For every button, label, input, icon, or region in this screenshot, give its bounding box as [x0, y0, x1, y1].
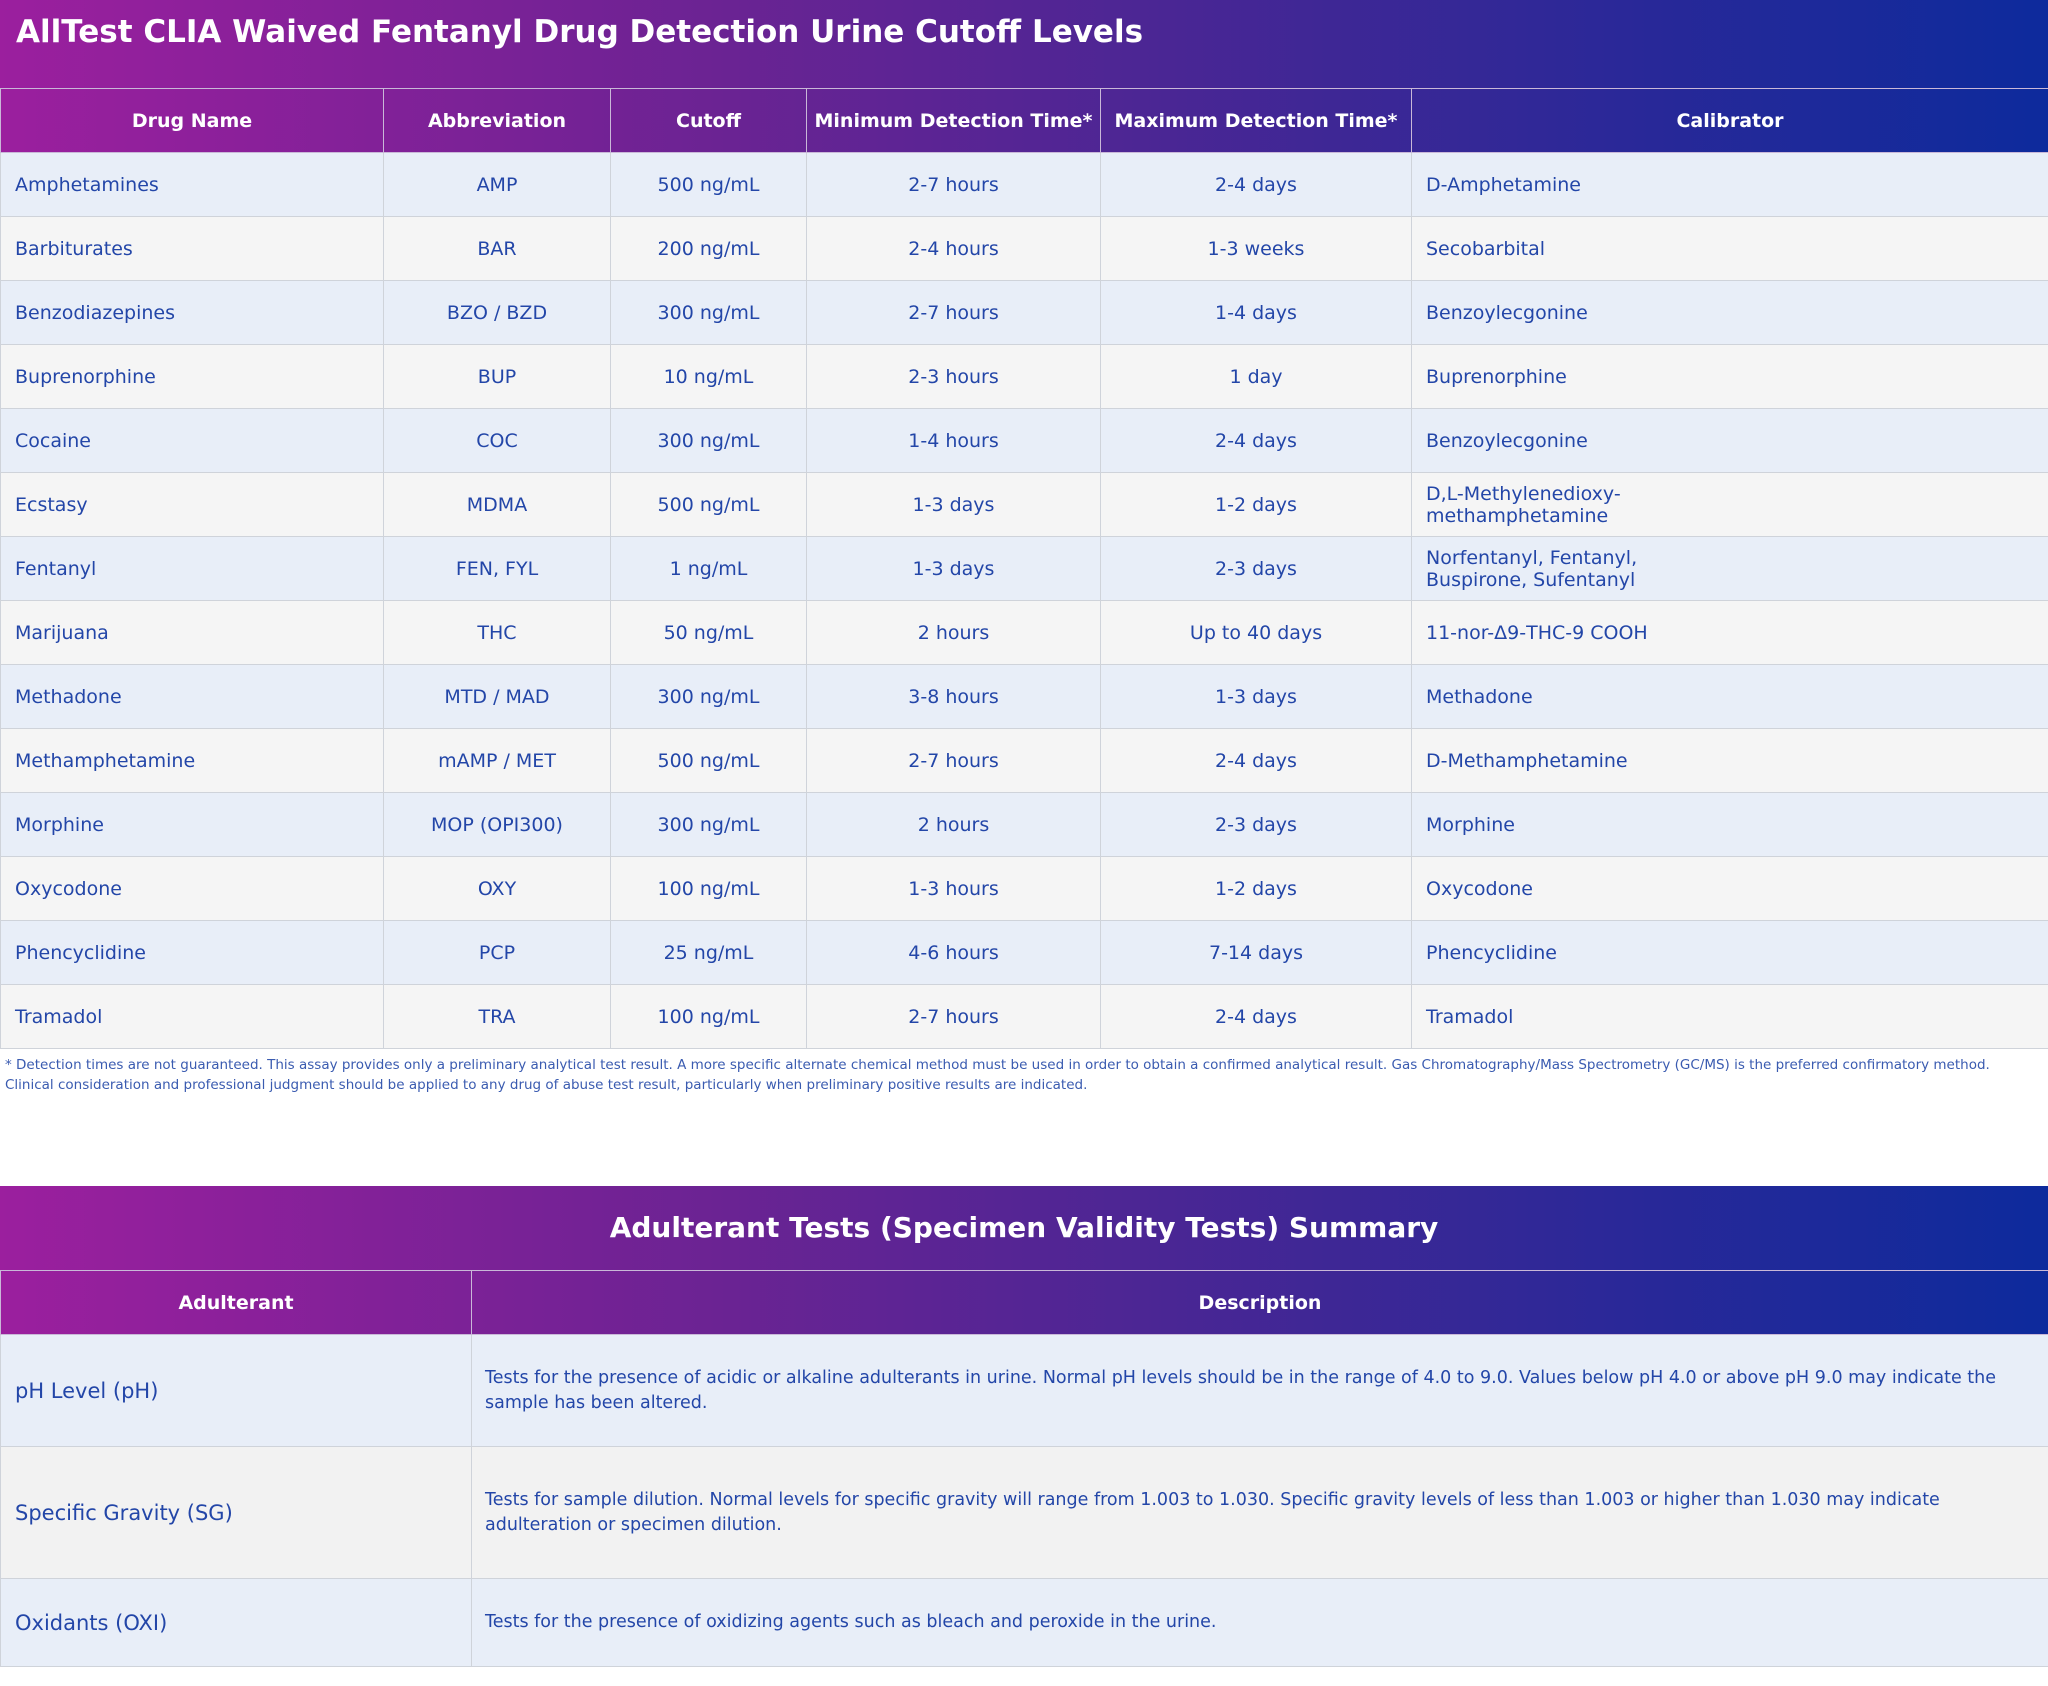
- min-detection-cell: 2-3 hours: [807, 345, 1101, 409]
- min-detection-cell: 3-8 hours: [807, 665, 1101, 729]
- table-row: [1, 601, 2048, 665]
- drug-name-cell: Oxycodone: [1, 857, 384, 921]
- cutoff-cell: 100 ng/mL: [611, 985, 807, 1049]
- column-header-max-detection: Maximum Detection Time*: [1101, 89, 1412, 153]
- min-detection-cell: 2-7 hours: [807, 153, 1101, 217]
- calibrator-cell: Methadone: [1412, 665, 2048, 729]
- calibrator-cell: Morphine: [1412, 793, 2048, 857]
- abbreviation-cell: BZO / BZD: [384, 281, 611, 345]
- drug-name-cell: Amphetamines: [1, 153, 384, 217]
- max-detection-cell: 1-2 days: [1101, 473, 1412, 537]
- cutoff-cell: 300 ng/mL: [611, 665, 807, 729]
- adulterant-row: [1, 1447, 2048, 1579]
- calibrator-cell: 11-nor-Δ9-THC-9 COOH: [1412, 601, 2048, 665]
- max-detection-cell: 1-3 weeks: [1101, 217, 1412, 281]
- max-detection-cell: 2-4 days: [1101, 409, 1412, 473]
- max-detection-cell: 2-4 days: [1101, 985, 1412, 1049]
- drug-cutoff-table: [0, 88, 2048, 1049]
- calibrator-cell: D-Amphetamine: [1412, 153, 2048, 217]
- abbreviation-cell: PCP: [384, 921, 611, 985]
- table-row: [1, 409, 2048, 473]
- detection-time-footnote: * Detection times are not guaranteed. This assay provides only a preliminary analytical test result. A more specific alternate chemical method must be used in order to obtain a confirmed analytical result. Gas Chromatography/Mass Spectrometry (GC/MS) is the preferred confirmatory method. Clinical consideration and professional judgment should be applied to any drug of abuse test result, particularly when preliminary positive results are indicated.: [5, 1057, 1990, 1093]
- adulterant-description-cell: Tests for the presence of acidic or alkaline adulterants in urine. Normal pH levels should be in the range of 4.0 to 9.0. Values below pH 4.0 or above pH 9.0 may indicate the sample has been altered.: [472, 1335, 2048, 1447]
- min-detection-cell: 2-7 hours: [807, 729, 1101, 793]
- drug-name-cell: Marijuana: [1, 601, 384, 665]
- cutoff-cell: 10 ng/mL: [611, 345, 807, 409]
- drug-name-cell: Fentanyl: [1, 537, 384, 601]
- drug-name-cell: Morphine: [1, 793, 384, 857]
- abbreviation-cell: FEN, FYL: [384, 537, 611, 601]
- min-detection-cell: 2 hours: [807, 793, 1101, 857]
- max-detection-cell: Up to 40 days: [1101, 601, 1412, 665]
- cutoff-cell: 1 ng/mL: [611, 537, 807, 601]
- drug-name-cell: Ecstasy: [1, 473, 384, 537]
- table-row: [1, 921, 2048, 985]
- column-header-drug-name: Drug Name: [1, 89, 384, 153]
- adulterant-table: [0, 1270, 2048, 1667]
- min-detection-cell: 1-3 hours: [807, 857, 1101, 921]
- max-detection-cell: 1-4 days: [1101, 281, 1412, 345]
- drug-name-cell: Barbiturates: [1, 217, 384, 281]
- table-row: [1, 153, 2048, 217]
- drug-name-cell: Buprenorphine: [1, 345, 384, 409]
- column-header-calibrator: Calibrator: [1412, 89, 2048, 153]
- min-detection-cell: 2-7 hours: [807, 985, 1101, 1049]
- column-header-min-detection: Minimum Detection Time*: [807, 89, 1101, 153]
- adulterant-description-cell: Tests for sample dilution. Normal levels for specific gravity will range from 1.003 to 1.030. Specific gravity levels of less than 1.003 or higher than 1.030 may indicate adulteration or specimen dilution.: [472, 1447, 2048, 1579]
- cutoff-cell: 50 ng/mL: [611, 601, 807, 665]
- abbreviation-cell: OXY: [384, 857, 611, 921]
- adulterant-name-cell: pH Level (pH): [1, 1335, 472, 1447]
- abbreviation-cell: AMP: [384, 153, 611, 217]
- cutoff-cell: 300 ng/mL: [611, 281, 807, 345]
- abbreviation-cell: BAR: [384, 217, 611, 281]
- adulterant-row: [1, 1579, 2048, 1667]
- abbreviation-cell: THC: [384, 601, 611, 665]
- max-detection-cell: 1-3 days: [1101, 665, 1412, 729]
- abbreviation-cell: MDMA: [384, 473, 611, 537]
- column-header-cutoff: Cutoff: [611, 89, 807, 153]
- calibrator-cell: [1412, 537, 2048, 601]
- drug-name-cell: Methadone: [1, 665, 384, 729]
- calibrator-line-1: Norfentanyl, Fentanyl,: [1426, 546, 1638, 569]
- max-detection-cell: 1 day: [1101, 345, 1412, 409]
- max-detection-cell: 7-14 days: [1101, 921, 1412, 985]
- adulterant-section-header: [0, 1186, 2048, 1270]
- min-detection-cell: 2-7 hours: [807, 281, 1101, 345]
- cutoff-cell: 500 ng/mL: [611, 473, 807, 537]
- abbreviation-cell: MOP (OPI300): [384, 793, 611, 857]
- table-row: [1, 217, 2048, 281]
- calibrator-cell: Oxycodone: [1412, 857, 2048, 921]
- cutoff-cell: 500 ng/mL: [611, 729, 807, 793]
- calibrator-line-2: methamphetamine: [1426, 504, 1609, 527]
- abbreviation-cell: BUP: [384, 345, 611, 409]
- table-row: [1, 857, 2048, 921]
- column-header-description: Description: [472, 1271, 2048, 1335]
- max-detection-cell: 1-2 days: [1101, 857, 1412, 921]
- column-header-abbreviation: Abbreviation: [384, 89, 611, 153]
- min-detection-cell: 4-6 hours: [807, 921, 1101, 985]
- table-row: [1, 345, 2048, 409]
- abbreviation-cell: TRA: [384, 985, 611, 1049]
- adulterant-header-row: [1, 1271, 2048, 1335]
- table-row: [1, 985, 2048, 1049]
- cutoff-cell: 200 ng/mL: [611, 217, 807, 281]
- column-header-adulterant: Adulterant: [1, 1271, 472, 1335]
- adulterant-row: [1, 1335, 2048, 1447]
- drug-name-cell: Cocaine: [1, 409, 384, 473]
- max-detection-cell: 2-4 days: [1101, 153, 1412, 217]
- calibrator-cell: Benzoylecgonine: [1412, 409, 2048, 473]
- drug-name-cell: Methamphetamine: [1, 729, 384, 793]
- adulterant-name-cell: Oxidants (OXI): [1, 1579, 472, 1667]
- table-row: [1, 537, 2048, 601]
- calibrator-cell: Secobarbital: [1412, 217, 2048, 281]
- max-detection-cell: 2-3 days: [1101, 537, 1412, 601]
- calibrator-cell: Benzoylecgonine: [1412, 281, 2048, 345]
- abbreviation-cell: mAMP / MET: [384, 729, 611, 793]
- table-row: [1, 473, 2048, 537]
- table-row: [1, 665, 2048, 729]
- min-detection-cell: 1-3 days: [807, 537, 1101, 601]
- calibrator-line-2: Buspirone, Sufentanyl: [1426, 568, 1636, 591]
- table-row: [1, 729, 2048, 793]
- cutoff-cell: 300 ng/mL: [611, 409, 807, 473]
- page-title: AllTest CLIA Waived Fentanyl Drug Detection Urine Cutoff Levels: [16, 14, 1144, 50]
- adulterant-name-cell: Specific Gravity (SG): [1, 1447, 472, 1579]
- cutoff-cell: 300 ng/mL: [611, 793, 807, 857]
- drug-name-cell: Tramadol: [1, 985, 384, 1049]
- abbreviation-cell: MTD / MAD: [384, 665, 611, 729]
- cutoff-cell: 25 ng/mL: [611, 921, 807, 985]
- abbreviation-cell: COC: [384, 409, 611, 473]
- title-bar: [0, 0, 2048, 88]
- min-detection-cell: 1-3 days: [807, 473, 1101, 537]
- table-row: [1, 281, 2048, 345]
- max-detection-cell: 2-3 days: [1101, 793, 1412, 857]
- cutoff-cell: 500 ng/mL: [611, 153, 807, 217]
- calibrator-cell: [1412, 473, 2048, 537]
- min-detection-cell: 2-4 hours: [807, 217, 1101, 281]
- table-header-row: [1, 89, 2048, 153]
- cutoff-cell: 100 ng/mL: [611, 857, 807, 921]
- min-detection-cell: 1-4 hours: [807, 409, 1101, 473]
- max-detection-cell: 2-4 days: [1101, 729, 1412, 793]
- calibrator-cell: D-Methamphetamine: [1412, 729, 2048, 793]
- drug-name-cell: Benzodiazepines: [1, 281, 384, 345]
- calibrator-cell: Buprenorphine: [1412, 345, 2048, 409]
- adulterant-description-cell: Tests for the presence of oxidizing agents such as bleach and peroxide in the urine.: [472, 1579, 2048, 1667]
- min-detection-cell: 2 hours: [807, 601, 1101, 665]
- calibrator-cell: Phencyclidine: [1412, 921, 2048, 985]
- calibrator-line-1: D,L-Methylenedioxy-: [1426, 482, 1621, 505]
- drug-name-cell: Phencyclidine: [1, 921, 384, 985]
- table-row: [1, 793, 2048, 857]
- calibrator-cell: Tramadol: [1412, 985, 2048, 1049]
- adulterant-section-title: Adulterant Tests (Specimen Validity Tests) Summary: [609, 1211, 1439, 1244]
